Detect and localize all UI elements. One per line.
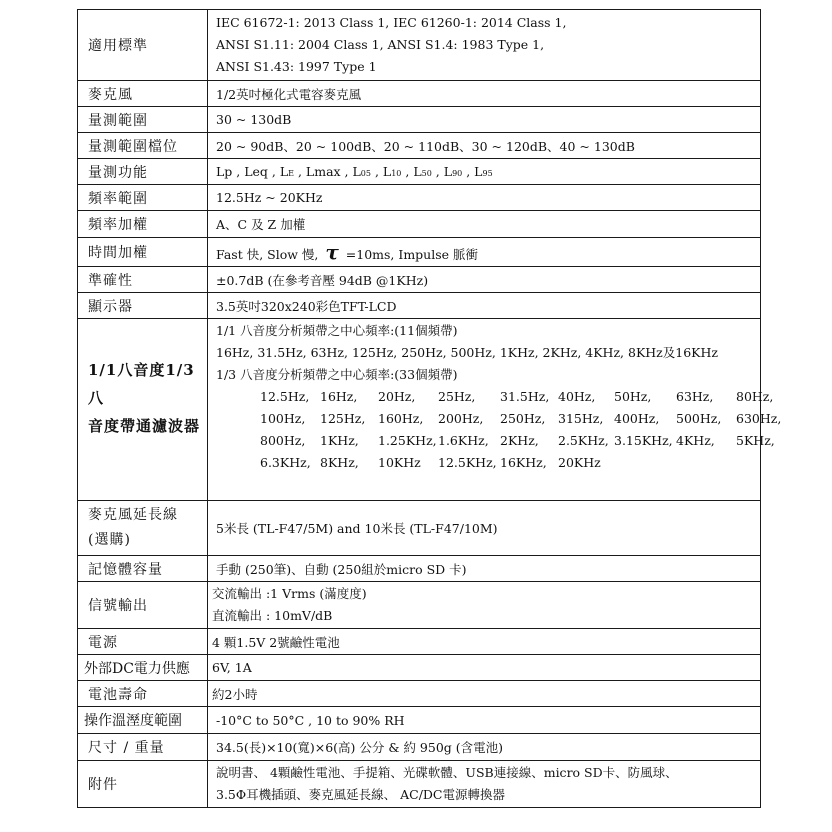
filters-label-line: 1/1八音度1/3八 <box>88 360 195 407</box>
freq-cell: 4KHz, <box>676 433 715 448</box>
freq-cell: 20KHz <box>558 455 601 470</box>
value-freq-range: 12.5Hz ~ 20KHz <box>208 185 761 211</box>
third-octave-title: 1/3 八音度分析頻帶之中心頻率:(33個頻帶) <box>216 367 458 382</box>
value-operating-env: -10°C to 50°C , 10 to 90% RH <box>208 707 761 734</box>
row-microphone <box>78 81 761 107</box>
standards-line: ANSI S1.11: 2004 Class 1, ANSI S1.4: 1983 Type 1, <box>216 37 545 52</box>
label-standards: 適用標準 <box>78 10 208 81</box>
label-freq-weighting: 頻率加權 <box>78 211 208 238</box>
row-operating-env <box>78 707 761 734</box>
third-octave-grid <box>216 386 782 474</box>
octave-values: 16Hz, 31.5Hz, 63Hz, 125Hz, 250Hz, 500Hz, 1KHz, 2KHz, 4KHz, 8KHz及16KHz <box>216 345 719 360</box>
label-battery-life: 電池壽命 <box>78 681 208 707</box>
value-mic-cable: 5米長 (TL-F47/5M) and 10米長 (TL-F47/10M) <box>208 501 761 556</box>
label-power: 電源 <box>78 629 208 655</box>
value-functions <box>208 159 761 185</box>
value-accessories <box>208 761 761 808</box>
label-filters <box>78 319 208 501</box>
standards-line: ANSI S1.43: 1997 Type 1 <box>216 59 377 74</box>
accessories-line: 說明書、 4顆鹼性電池、手提箱、光碟軟體、USB連接線、micro SD卡、防風球、 <box>216 765 678 780</box>
value-freq-weighting: A、C 及 Z 加權 <box>208 211 761 238</box>
freq-cell: 16KHz, <box>500 455 547 470</box>
row-accuracy <box>78 267 761 293</box>
function-subscript: 05 <box>360 169 371 178</box>
freq-cell: 500Hz, <box>676 411 722 426</box>
value-microphone: 1/2英吋極化式電容麥克風 <box>208 81 761 107</box>
function-text: Lp , Leq , L <box>216 164 289 179</box>
value-range-steps: 20 ~ 90dB、20 ~ 100dB、20 ~ 110dB、30 ~ 120dB、40 ~ 130dB <box>208 133 761 159</box>
row-display <box>78 293 761 319</box>
freq-cell: 10KHz <box>378 455 421 470</box>
row-functions <box>78 159 761 185</box>
label-memory: 記憶體容量 <box>78 556 208 582</box>
row-freq-range <box>78 185 761 211</box>
row-range-steps <box>78 133 761 159</box>
time-weighting-prefix: Fast 快, Slow 慢, <box>216 247 323 262</box>
function-subscript: E <box>288 169 294 178</box>
function-subscript: 90 <box>452 169 463 178</box>
row-signal-output <box>78 582 761 629</box>
row-mic-cable <box>78 501 761 556</box>
freq-cell: 1KHz, <box>320 433 359 448</box>
value-power: 4 顆1.5V 2號鹼性電池 <box>208 629 761 655</box>
function-subscript: 50 <box>421 169 432 178</box>
value-size-weight: 34.5(長)×10(寬)×6(高) 公分 & 約 950g (含電池) <box>208 734 761 761</box>
freq-cell: 50Hz, <box>614 389 652 404</box>
freq-cell: 12.5KHz, <box>438 455 497 470</box>
mic-cable-label-line: 麥克風延長線 <box>88 507 178 523</box>
value-battery-life: 約2小時 <box>208 681 761 707</box>
freq-cell: 630Hz, <box>736 411 782 426</box>
function-subscript: 10 <box>391 169 402 178</box>
freq-cell: 16Hz, <box>320 389 358 404</box>
value-filters <box>208 319 782 501</box>
signal-output-line: 交流輸出 :1 Vrms (滿度度) <box>212 586 367 601</box>
freq-cell: 2.5KHz, <box>558 433 609 448</box>
freq-cell: 200Hz, <box>438 411 484 426</box>
label-mic-cable <box>78 501 208 556</box>
octave-title: 1/1 八音度分析頻帶之中心頻率:(11個頻帶) <box>216 323 458 338</box>
value-signal-output <box>208 582 761 629</box>
value-range: 30 ~ 130dB <box>208 107 761 133</box>
freq-cell: 1.6KHz, <box>438 433 489 448</box>
label-operating-env: 操作溫溼度範圍 <box>78 707 208 734</box>
row-filters <box>78 319 761 501</box>
value-accuracy: ±0.7dB (在參考音壓 94dB @1KHz) <box>208 267 761 293</box>
row-range <box>78 107 761 133</box>
freq-cell: 6.3KHz, <box>260 455 311 470</box>
freq-cell: 25Hz, <box>438 389 476 404</box>
row-time-weighting <box>78 238 761 267</box>
label-microphone: 麥克風 <box>78 81 208 107</box>
signal-output-line: 直流輸出 : 10mV/dB <box>212 608 333 623</box>
time-weighting-suffix: =10ms, Impulse 脈衝 <box>341 247 479 262</box>
freq-cell: 8KHz, <box>320 455 359 470</box>
label-display: 顯示器 <box>78 293 208 319</box>
row-freq-weighting <box>78 211 761 238</box>
freq-cell: 100Hz, <box>260 411 306 426</box>
mic-cable-label-line: (選購) <box>88 532 131 548</box>
function-text: , L <box>462 164 483 179</box>
tau-symbol: τ <box>325 240 339 264</box>
freq-cell: 3.15KHz, <box>614 433 673 448</box>
label-accessories: 附件 <box>78 761 208 808</box>
freq-cell: 800Hz, <box>260 433 306 448</box>
freq-cell: 40Hz, <box>558 389 596 404</box>
freq-cell: 20Hz, <box>378 389 416 404</box>
row-battery-life <box>78 681 761 707</box>
value-memory: 手動 (250筆)、自動 (250組於micro SD 卡) <box>208 556 761 582</box>
label-range-steps: 量測範圍檔位 <box>78 133 208 159</box>
freq-cell: 250Hz, <box>500 411 546 426</box>
freq-cell: 125Hz, <box>320 411 366 426</box>
freq-cell: 31.5Hz, <box>500 389 550 404</box>
row-external-dc <box>78 655 761 681</box>
label-external-dc: 外部DC電力供應 <box>78 655 208 681</box>
row-standards <box>78 10 761 81</box>
standards-line: IEC 61672-1: 2013 Class 1, IEC 61260-1: 2014 Class 1, <box>216 15 567 30</box>
value-time-weighting <box>208 238 761 267</box>
row-size-weight <box>78 734 761 761</box>
freq-cell: 2KHz, <box>500 433 539 448</box>
label-freq-range: 頻率範圍 <box>78 185 208 211</box>
freq-cell: 63Hz, <box>676 389 714 404</box>
label-functions: 量測功能 <box>78 159 208 185</box>
value-standards <box>208 10 761 81</box>
label-time-weighting: 時間加權 <box>78 238 208 267</box>
filters-label-line: 音度帶通濾波器 <box>88 416 201 435</box>
freq-cell: 400Hz, <box>614 411 660 426</box>
spec-table <box>77 9 782 808</box>
function-text: , L <box>431 164 453 179</box>
freq-cell: 5KHz, <box>736 433 775 448</box>
function-subscript: 95 <box>482 169 493 178</box>
freq-cell: 80Hz, <box>736 389 774 404</box>
freq-cell: 315Hz, <box>558 411 604 426</box>
row-memory <box>78 556 761 582</box>
accessories-line: 3.5Φ耳機插頭、麥克風延長線、 AC/DC電源轉換器 <box>216 787 505 802</box>
freq-cell: 1.25KHz, <box>378 433 437 448</box>
label-accuracy: 準確性 <box>78 267 208 293</box>
row-power <box>78 629 761 655</box>
function-text: , L <box>370 164 392 179</box>
label-signal-output: 信號輸出 <box>78 582 208 629</box>
freq-cell: 12.5Hz, <box>260 389 310 404</box>
function-text: , Lmax , L <box>294 164 361 179</box>
value-display: 3.5英吋320x240彩色TFT-LCD <box>208 293 761 319</box>
freq-cell: 160Hz, <box>378 411 424 426</box>
row-accessories <box>78 761 761 808</box>
function-text: , L <box>401 164 422 179</box>
value-external-dc: 6V, 1A <box>208 655 761 681</box>
label-range: 量測範圍 <box>78 107 208 133</box>
label-size-weight: 尺寸 / 重量 <box>78 734 208 761</box>
